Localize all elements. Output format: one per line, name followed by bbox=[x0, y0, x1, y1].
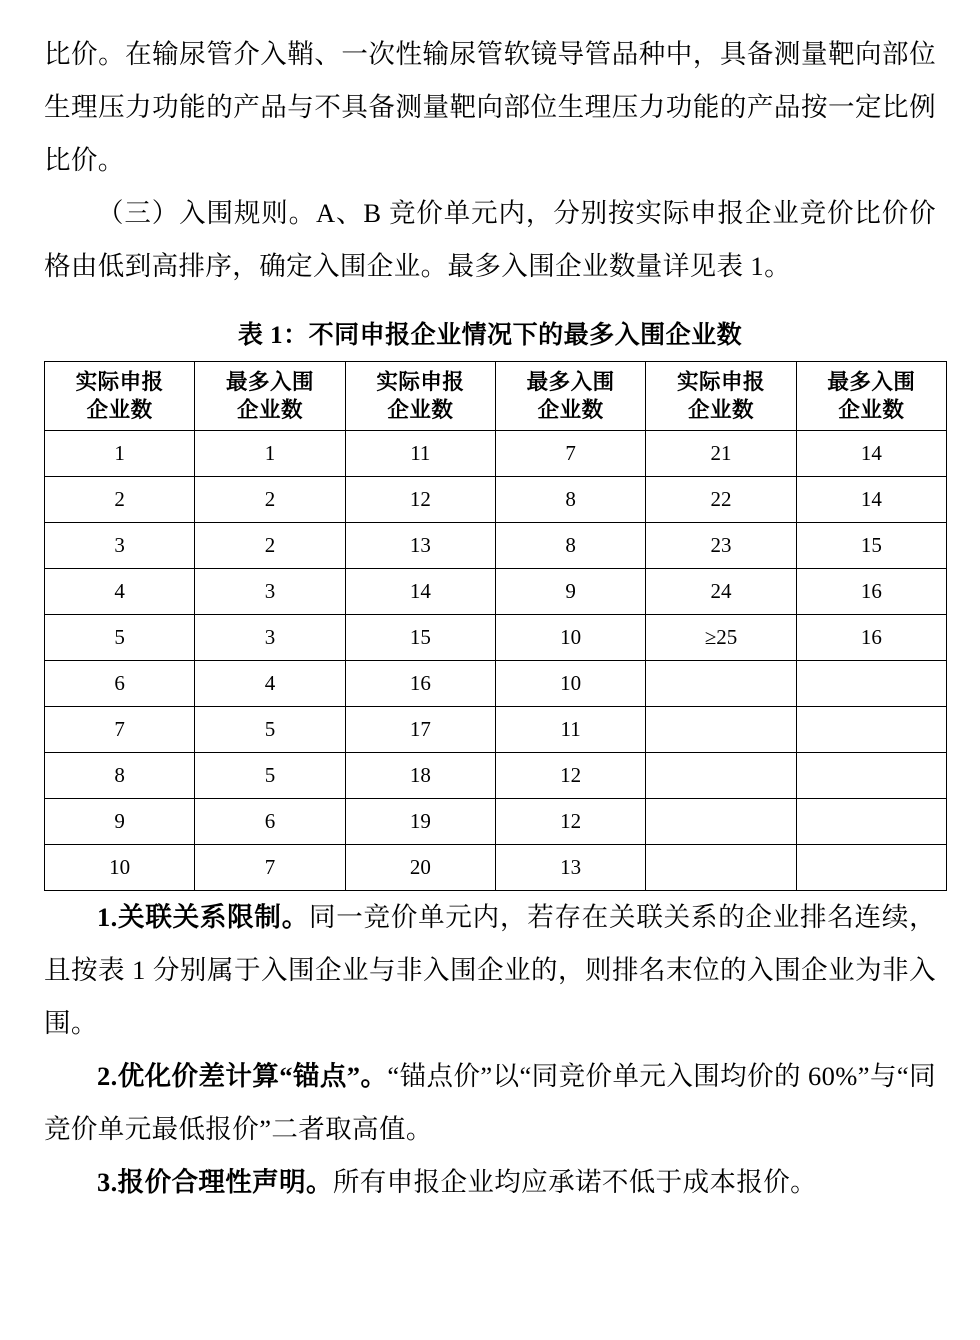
cell: 14 bbox=[345, 569, 495, 615]
cell: 5 bbox=[195, 707, 345, 753]
table-row bbox=[45, 615, 947, 661]
cell: 16 bbox=[796, 569, 946, 615]
cell: 18 bbox=[345, 753, 495, 799]
cell: 5 bbox=[195, 753, 345, 799]
table-row bbox=[45, 523, 947, 569]
cell bbox=[796, 753, 946, 799]
table-row bbox=[45, 431, 947, 477]
table-row bbox=[45, 799, 947, 845]
cell: 12 bbox=[495, 753, 645, 799]
shortlist-table bbox=[44, 361, 947, 891]
cell: 14 bbox=[796, 431, 946, 477]
cell: 3 bbox=[45, 523, 195, 569]
cell: 16 bbox=[345, 661, 495, 707]
cell: 15 bbox=[796, 523, 946, 569]
cell: 11 bbox=[495, 707, 645, 753]
cell bbox=[796, 845, 946, 891]
cell bbox=[646, 707, 796, 753]
cell bbox=[796, 707, 946, 753]
table-row bbox=[45, 845, 947, 891]
cell: 22 bbox=[646, 477, 796, 523]
col-header-declared-1 bbox=[45, 362, 195, 431]
cell: 2 bbox=[195, 523, 345, 569]
item-price-reasonableness bbox=[44, 1156, 936, 1209]
cell: 17 bbox=[345, 707, 495, 753]
item-text: 同一竞价单元内，若存在关联关系的企业排名连续，且按表 1 分别属于入围企业与非入围企业的，则排名末位的入围企业为非入围。 bbox=[44, 902, 936, 1038]
cell: 8 bbox=[495, 523, 645, 569]
cell: 8 bbox=[45, 753, 195, 799]
cell bbox=[796, 661, 946, 707]
cell: 24 bbox=[646, 569, 796, 615]
cell: 10 bbox=[495, 661, 645, 707]
cell: 2 bbox=[195, 477, 345, 523]
cell: 10 bbox=[495, 615, 645, 661]
cell: 23 bbox=[646, 523, 796, 569]
col-header-line-1: 最多入围 bbox=[827, 370, 916, 394]
item-lead: 1.关联关系限制。 bbox=[97, 902, 309, 932]
table-body bbox=[45, 431, 947, 891]
paragraph-continuation: 比价。在输尿管介入鞘、一次性输尿管软镜导管品种中，具备测量靶向部位生理压力功能的产品与不具备测量靶向部位生理压力功能的产品按一定比例比价。 bbox=[44, 39, 936, 175]
paragraph-shortlist-rule: （三）入围规则。A、B 竞价单元内，分别按实际申报企业竞价比价价格由低到高排序，确定入围企业。最多入围企业数量详见表 1。 bbox=[44, 198, 936, 281]
cell: 3 bbox=[195, 615, 345, 661]
cell: 20 bbox=[345, 845, 495, 891]
item-related-party-restriction bbox=[44, 891, 936, 1050]
table-row bbox=[45, 477, 947, 523]
cell bbox=[646, 845, 796, 891]
cell: 15 bbox=[345, 615, 495, 661]
col-header-line-1: 实际申报 bbox=[676, 370, 765, 394]
cell: 13 bbox=[345, 523, 495, 569]
col-header-line-1: 最多入围 bbox=[526, 370, 615, 394]
cell: 19 bbox=[345, 799, 495, 845]
cell: 9 bbox=[45, 799, 195, 845]
col-header-line-2: 企业数 bbox=[537, 398, 604, 422]
item-text: 所有申报企业均应承诺不低于成本报价。 bbox=[332, 1167, 818, 1197]
col-header-shortlisted-1 bbox=[195, 362, 345, 431]
cell: 13 bbox=[495, 845, 645, 891]
col-header-line-1: 最多入围 bbox=[225, 370, 314, 394]
col-header-line-2: 企业数 bbox=[387, 398, 454, 422]
cell bbox=[646, 753, 796, 799]
col-header-shortlisted-3 bbox=[796, 362, 946, 431]
col-header-shortlisted-2 bbox=[495, 362, 645, 431]
cell: 16 bbox=[796, 615, 946, 661]
cell: 10 bbox=[45, 845, 195, 891]
cell bbox=[646, 799, 796, 845]
cell: 8 bbox=[495, 477, 645, 523]
cell: 12 bbox=[345, 477, 495, 523]
col-header-line-1: 实际申报 bbox=[75, 370, 164, 394]
cell: 21 bbox=[646, 431, 796, 477]
col-header-line-2: 企业数 bbox=[687, 398, 754, 422]
cell: 9 bbox=[495, 569, 645, 615]
table-row bbox=[45, 569, 947, 615]
cell bbox=[646, 661, 796, 707]
table-row bbox=[45, 753, 947, 799]
table-row bbox=[45, 661, 947, 707]
col-header-line-2: 企业数 bbox=[838, 398, 905, 422]
item-lead: 3.报价合理性声明。 bbox=[97, 1167, 333, 1197]
cell: 11 bbox=[345, 431, 495, 477]
cell: 1 bbox=[195, 431, 345, 477]
cell: 2 bbox=[45, 477, 195, 523]
cell: 6 bbox=[45, 661, 195, 707]
cell: 12 bbox=[495, 799, 645, 845]
table-header bbox=[45, 362, 947, 431]
cell: 3 bbox=[195, 569, 345, 615]
table-row bbox=[45, 707, 947, 753]
cell: 4 bbox=[45, 569, 195, 615]
col-header-declared-3 bbox=[646, 362, 796, 431]
item-anchor-price bbox=[44, 1050, 936, 1156]
cell: 7 bbox=[45, 707, 195, 753]
cell: 1 bbox=[45, 431, 195, 477]
table-header-row bbox=[45, 362, 947, 431]
cell: 5 bbox=[45, 615, 195, 661]
item-lead: 2.优化价差计算“锚点”。 bbox=[97, 1061, 388, 1091]
cell: 14 bbox=[796, 477, 946, 523]
cell: 7 bbox=[195, 845, 345, 891]
cell: 7 bbox=[495, 431, 645, 477]
col-header-line-1: 实际申报 bbox=[376, 370, 465, 394]
cell bbox=[796, 799, 946, 845]
col-header-line-2: 企业数 bbox=[236, 398, 303, 422]
table-caption: 表 1：不同申报企业情况下的最多入围企业数 bbox=[237, 322, 743, 349]
cell: ≥25 bbox=[646, 615, 796, 661]
col-header-line-2: 企业数 bbox=[86, 398, 153, 422]
col-header-declared-2 bbox=[345, 362, 495, 431]
cell: 6 bbox=[195, 799, 345, 845]
cell: 4 bbox=[195, 661, 345, 707]
item-text: “锚点价”以“同竞价单元入围均价的 60%”与“同竞价单元最低报价”二者取高值。 bbox=[44, 1061, 936, 1144]
